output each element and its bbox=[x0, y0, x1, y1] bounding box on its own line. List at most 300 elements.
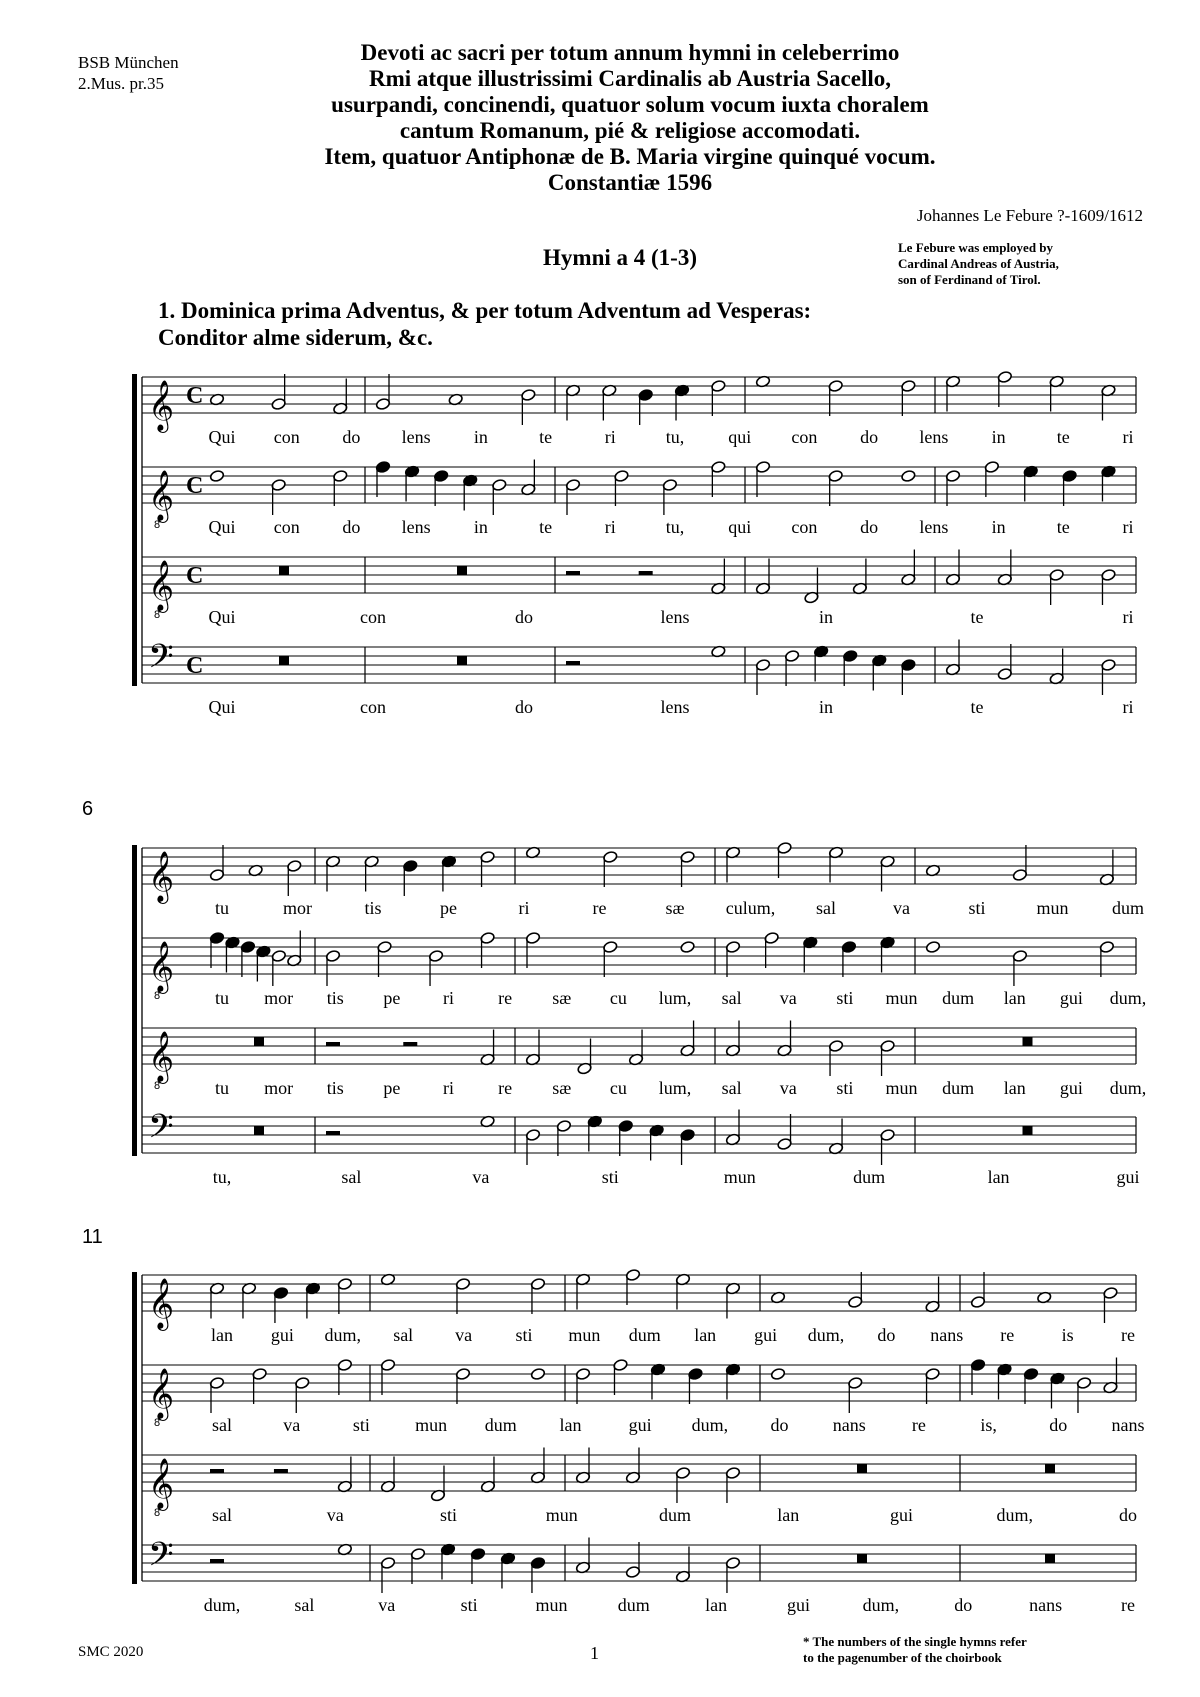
note bbox=[440, 1543, 455, 1580]
measure-number: 11 bbox=[82, 1226, 103, 1248]
note bbox=[725, 1110, 740, 1147]
note bbox=[525, 931, 540, 968]
note bbox=[271, 374, 286, 411]
lyric-syllable: do bbox=[342, 427, 361, 447]
lyric-syllable: gui bbox=[1059, 1078, 1083, 1098]
lyric-syllable: ri bbox=[1122, 607, 1134, 627]
note bbox=[997, 550, 1012, 587]
breve-rest bbox=[254, 1126, 264, 1135]
lyric-syllable: dum bbox=[628, 1325, 661, 1345]
half-rest bbox=[326, 1042, 340, 1046]
note bbox=[337, 1457, 352, 1494]
lyric-syllable: dum bbox=[942, 988, 975, 1008]
note bbox=[777, 1114, 792, 1151]
lyric-syllable: re bbox=[911, 1415, 926, 1435]
note bbox=[404, 465, 419, 502]
note bbox=[650, 1363, 665, 1400]
title-line: Rmi atque illustrissimi Cardinalis ab Austria Sacello, bbox=[368, 66, 891, 91]
note bbox=[521, 388, 536, 425]
note bbox=[209, 1282, 224, 1319]
half-rest bbox=[403, 1042, 417, 1046]
lyric-syllable: sæ bbox=[665, 898, 685, 918]
lyric-syllable: sal bbox=[341, 1167, 362, 1187]
note bbox=[530, 1367, 545, 1380]
note bbox=[764, 931, 779, 968]
lyric-syllable: dum bbox=[1111, 898, 1145, 918]
staff bbox=[142, 1108, 1140, 1187]
staff bbox=[142, 1536, 1136, 1615]
breve-rest bbox=[1023, 1037, 1033, 1046]
lyric-syllable: lum, bbox=[658, 988, 692, 1008]
note bbox=[287, 931, 302, 968]
lyric-syllable: con bbox=[273, 427, 300, 447]
note bbox=[675, 1273, 690, 1310]
hymn-heading-line: 1. Dominica prima Adventus, & per totum Adventum ad Vesperas: bbox=[158, 298, 812, 323]
lyric-syllable: lan bbox=[705, 1595, 728, 1615]
lyric-syllable: dum, bbox=[807, 1325, 845, 1345]
lyric-syllable: dum bbox=[658, 1505, 692, 1525]
note bbox=[209, 845, 224, 882]
system bbox=[82, 1226, 1145, 1615]
note bbox=[364, 855, 379, 892]
lyric-syllable: lan bbox=[559, 1415, 582, 1435]
note bbox=[725, 1363, 740, 1400]
breve-rest bbox=[1045, 1554, 1055, 1563]
lyric-syllable: qui bbox=[728, 517, 752, 537]
title-line: Item, quatuor Antiphonæ de B. Maria virgine quinqué vocum. bbox=[324, 144, 936, 169]
note bbox=[680, 940, 695, 953]
lyric-syllable: lens bbox=[660, 607, 690, 627]
note bbox=[271, 478, 286, 515]
note bbox=[295, 1376, 310, 1413]
lyric-syllable: sti bbox=[460, 1595, 478, 1615]
note bbox=[587, 1115, 602, 1152]
note bbox=[252, 1367, 267, 1404]
note bbox=[852, 559, 867, 596]
title-line: cantum Romanum, pié & religiose accomodati. bbox=[399, 118, 861, 143]
note bbox=[804, 568, 819, 605]
half-rest bbox=[639, 571, 653, 575]
note bbox=[556, 1119, 571, 1156]
lyric-syllable: mor bbox=[283, 898, 312, 918]
lyric-syllable: lens bbox=[401, 427, 431, 447]
breve-rest bbox=[457, 566, 467, 575]
lyric-syllable: re bbox=[498, 1078, 513, 1098]
lyric-syllable: qui bbox=[728, 427, 752, 447]
note bbox=[1103, 1286, 1118, 1323]
note bbox=[305, 1282, 320, 1319]
lyric-syllable: is bbox=[1061, 1325, 1074, 1345]
lyric-syllable: con bbox=[273, 517, 300, 537]
note bbox=[848, 1272, 863, 1309]
note bbox=[1101, 568, 1116, 605]
treble-clef-icon: 𝄞 bbox=[148, 560, 175, 611]
lyric-syllable: nans bbox=[930, 1325, 964, 1345]
note bbox=[638, 388, 653, 425]
lyric-syllable: ri bbox=[1122, 697, 1134, 717]
lyric-syllable: dum, bbox=[862, 1595, 900, 1615]
lyric-syllable: te bbox=[1056, 427, 1070, 447]
note bbox=[662, 478, 677, 515]
lyric-syllable: lens bbox=[919, 517, 949, 537]
lyric-syllable: cu bbox=[609, 1078, 627, 1098]
note bbox=[880, 936, 895, 973]
note bbox=[463, 474, 478, 511]
lyric-syllable: sal bbox=[212, 1505, 232, 1525]
lyric-syllable: te bbox=[539, 517, 553, 537]
time-signature: C bbox=[186, 653, 204, 679]
octave-eight: 8 bbox=[154, 1507, 161, 1519]
lyric-syllable: mor bbox=[264, 988, 294, 1008]
lyric-syllable: sal bbox=[721, 1078, 742, 1098]
note bbox=[480, 850, 495, 887]
note bbox=[711, 460, 726, 497]
note bbox=[1049, 375, 1064, 412]
system bbox=[82, 798, 1146, 1187]
note bbox=[784, 649, 799, 686]
note bbox=[625, 1268, 640, 1305]
lyric-syllable: do bbox=[860, 427, 879, 447]
breve-rest bbox=[457, 656, 467, 665]
note bbox=[380, 1556, 395, 1593]
note bbox=[575, 1538, 590, 1575]
note bbox=[625, 1542, 640, 1579]
note bbox=[530, 1448, 545, 1485]
lyric-syllable: sal bbox=[393, 1325, 414, 1345]
breve-rest bbox=[1045, 1464, 1055, 1473]
note bbox=[711, 559, 726, 596]
notehead bbox=[530, 1367, 545, 1380]
staff bbox=[142, 1448, 1137, 1526]
library-name: BSB München bbox=[78, 53, 179, 72]
lyric-syllable: mun bbox=[415, 1415, 448, 1435]
note bbox=[901, 469, 916, 482]
lyric-syllable: lan bbox=[987, 1167, 1010, 1187]
note bbox=[1101, 658, 1116, 695]
lyric-syllable: con bbox=[360, 607, 386, 627]
lyric-syllable: re bbox=[1121, 1325, 1135, 1345]
treble-clef-icon: 𝄞 bbox=[148, 1368, 175, 1419]
note bbox=[613, 1358, 628, 1395]
half-rest bbox=[566, 661, 580, 665]
treble-clef-icon: 𝄞 bbox=[148, 470, 175, 521]
notehead bbox=[770, 1367, 785, 1380]
lyric-syllable: lens bbox=[660, 697, 690, 717]
lyric-syllable: do bbox=[342, 517, 361, 537]
lyric-syllable: cu bbox=[609, 988, 627, 1008]
lyric-syllable: gui bbox=[754, 1325, 778, 1345]
time-signature: C bbox=[186, 563, 204, 589]
system-bracket bbox=[132, 845, 137, 1156]
note bbox=[603, 850, 618, 887]
lyric-syllable: dum bbox=[853, 1167, 886, 1187]
note bbox=[480, 1457, 495, 1494]
lyric-syllable: sal bbox=[816, 898, 836, 918]
note bbox=[225, 936, 240, 973]
note bbox=[337, 1277, 352, 1314]
lyric-syllable: dum, bbox=[996, 1505, 1034, 1525]
lyric-syllable: sti bbox=[515, 1325, 533, 1345]
note bbox=[997, 644, 1012, 681]
breve-rest bbox=[857, 1464, 867, 1473]
note bbox=[843, 649, 858, 686]
lyric-syllable: sal bbox=[212, 1415, 232, 1435]
note bbox=[380, 1457, 395, 1494]
footnote bbox=[803, 1634, 1027, 1666]
note bbox=[711, 379, 726, 416]
note bbox=[945, 375, 960, 412]
note bbox=[984, 460, 999, 497]
note bbox=[375, 460, 390, 497]
note bbox=[256, 945, 271, 982]
note bbox=[525, 1128, 540, 1165]
footnote-line: to the pagenumber of the choirbook bbox=[803, 1650, 1002, 1665]
lyric-syllable: tu bbox=[214, 898, 230, 918]
lyric-syllable: con bbox=[791, 517, 818, 537]
lyric-syllable: te bbox=[539, 427, 553, 447]
lyric-syllable: do bbox=[954, 1595, 973, 1615]
lyric-syllable: dum, bbox=[691, 1415, 729, 1435]
staff bbox=[142, 550, 1136, 628]
lyric-syllable: tu, bbox=[665, 517, 685, 537]
footnote-line: * The numbers of the single hymns refer bbox=[803, 1634, 1027, 1649]
note bbox=[455, 1367, 470, 1404]
note bbox=[777, 1021, 792, 1058]
breve-rest bbox=[254, 1037, 264, 1046]
note bbox=[525, 1030, 540, 1067]
half-rest bbox=[210, 1559, 224, 1563]
lyric-syllable: con bbox=[360, 697, 386, 717]
lyric-syllable: in bbox=[473, 427, 488, 447]
note bbox=[433, 469, 448, 506]
lyric-syllable: con bbox=[791, 427, 818, 447]
lyric-syllable: sti bbox=[836, 988, 854, 1008]
lyric-syllable: va bbox=[893, 898, 910, 918]
note bbox=[333, 379, 348, 416]
notehead bbox=[925, 940, 940, 953]
note-line: son of Ferdinand of Tirol. bbox=[898, 272, 1041, 287]
lyric-syllable: lan bbox=[1003, 1078, 1026, 1098]
note bbox=[273, 1286, 288, 1323]
subtitle: Hymni a 4 (1-3) bbox=[543, 245, 697, 270]
lyric-syllable: lan bbox=[1003, 988, 1026, 1008]
breve-rest bbox=[279, 566, 289, 575]
lyric-syllable: va bbox=[779, 1078, 797, 1098]
treble-clef-icon: 𝄞 bbox=[148, 941, 175, 992]
note bbox=[828, 1039, 843, 1076]
note bbox=[333, 469, 348, 506]
note bbox=[1012, 845, 1027, 882]
note bbox=[688, 1367, 703, 1404]
note bbox=[725, 1282, 740, 1319]
note bbox=[614, 469, 629, 506]
note bbox=[680, 1021, 695, 1058]
lyric-syllable: mor bbox=[264, 1078, 294, 1098]
lyric-syllable: sti bbox=[439, 1505, 458, 1525]
composer: Johannes Le Febure ?-1609/1612 bbox=[916, 206, 1143, 225]
time-signature: C bbox=[186, 473, 204, 499]
lyric-syllable: gui bbox=[889, 1505, 914, 1525]
lyric-syllable: do bbox=[877, 1325, 896, 1345]
lyric-syllable: Qui bbox=[208, 697, 236, 717]
note bbox=[725, 1556, 740, 1593]
lyric-syllable: gui bbox=[628, 1415, 652, 1435]
lyric-syllable: re bbox=[498, 988, 513, 1008]
lyric-syllable: gui bbox=[1059, 988, 1083, 1008]
note bbox=[287, 859, 302, 896]
note bbox=[997, 370, 1012, 407]
lyric-syllable: te bbox=[970, 607, 984, 627]
lyric-syllable: ri bbox=[1122, 517, 1134, 537]
lyric-syllable: tis bbox=[364, 898, 382, 918]
octave-eight: 8 bbox=[154, 1080, 161, 1092]
lyric-syllable: gui bbox=[270, 1325, 294, 1345]
half-rest bbox=[566, 571, 580, 575]
lyric-syllable: pe bbox=[383, 988, 401, 1008]
lyric-syllable: sæ bbox=[552, 1078, 572, 1098]
note bbox=[872, 654, 887, 691]
lyric-syllable: re bbox=[1000, 1325, 1015, 1345]
note bbox=[565, 384, 580, 421]
note bbox=[377, 940, 392, 977]
bass-clef-icon: 𝄢 bbox=[148, 1536, 174, 1582]
note bbox=[602, 384, 617, 421]
title-line: Devoti ac sacri per totum annum hymni in celeberrimo bbox=[360, 40, 900, 65]
lyric-syllable: dum, bbox=[324, 1325, 362, 1345]
note-line: Le Febure was employed by bbox=[898, 240, 1054, 255]
note bbox=[625, 1448, 640, 1485]
lyric-syllable: in bbox=[991, 517, 1006, 537]
footer-copyright: SMC 2020 bbox=[78, 1644, 144, 1660]
lyric-syllable: tis bbox=[326, 988, 344, 1008]
note bbox=[901, 658, 916, 695]
lyric-syllable: dum, bbox=[1109, 1078, 1147, 1098]
note bbox=[530, 1556, 545, 1593]
lyric-syllable: va bbox=[779, 988, 797, 1008]
note bbox=[680, 1128, 695, 1165]
note bbox=[680, 850, 695, 887]
note bbox=[403, 859, 418, 896]
note bbox=[725, 1466, 740, 1503]
lyric-syllable: sti bbox=[836, 1078, 854, 1098]
note bbox=[337, 1358, 352, 1395]
octave-eight: 8 bbox=[154, 609, 161, 621]
staff bbox=[142, 1021, 1146, 1099]
lyric-syllable: is, bbox=[980, 1415, 997, 1435]
note bbox=[271, 949, 286, 986]
lyric-syllable: va bbox=[326, 1505, 344, 1525]
treble-clef-icon: 𝄞 bbox=[148, 1458, 175, 1509]
note bbox=[828, 469, 843, 506]
lyric-syllable: mun bbox=[885, 988, 918, 1008]
lyric-syllable: sti bbox=[968, 898, 986, 918]
system bbox=[132, 370, 1136, 717]
lyric-syllable: lan bbox=[211, 1325, 233, 1345]
note bbox=[618, 1119, 633, 1156]
note bbox=[1049, 649, 1064, 686]
note bbox=[901, 379, 916, 416]
lyric-syllable: te bbox=[1056, 517, 1070, 537]
system-bracket bbox=[132, 374, 137, 686]
staff bbox=[142, 370, 1136, 447]
note bbox=[970, 1272, 985, 1309]
lyric-syllable: sal bbox=[721, 988, 742, 1008]
lyric-syllable: lan bbox=[694, 1325, 717, 1345]
note bbox=[1099, 940, 1114, 977]
note bbox=[925, 940, 940, 953]
lyric-syllable: va bbox=[378, 1595, 396, 1615]
note bbox=[880, 855, 895, 892]
note bbox=[1076, 1376, 1091, 1413]
time-signature: C bbox=[186, 383, 204, 409]
note bbox=[480, 1030, 495, 1067]
note bbox=[675, 1466, 690, 1503]
note bbox=[813, 645, 828, 682]
lyric-syllable: tu bbox=[214, 1078, 230, 1098]
octave-eight: 8 bbox=[154, 1417, 161, 1429]
note bbox=[1050, 1372, 1065, 1409]
octave-eight: 8 bbox=[154, 990, 161, 1002]
lyric-syllable: tu bbox=[214, 988, 230, 1008]
lyric-syllable: in bbox=[991, 427, 1006, 447]
note bbox=[410, 1547, 425, 1584]
lyric-syllable: mun bbox=[545, 1505, 578, 1525]
note bbox=[1023, 1367, 1038, 1404]
lyric-syllable: dum, bbox=[203, 1595, 241, 1615]
note bbox=[1101, 465, 1116, 502]
note bbox=[880, 1039, 895, 1076]
note bbox=[430, 1466, 445, 1503]
note bbox=[577, 1039, 592, 1076]
lyric-syllable: nans bbox=[832, 1415, 866, 1435]
lyric-syllable: gui bbox=[1116, 1167, 1140, 1187]
notehead bbox=[901, 469, 916, 482]
lyric-syllable: va bbox=[472, 1167, 490, 1187]
lyric-syllable: lum, bbox=[658, 1078, 692, 1098]
note bbox=[521, 460, 536, 497]
lyric-syllable: do bbox=[515, 697, 533, 717]
half-rest bbox=[326, 1131, 340, 1135]
lyric-syllable: pe bbox=[440, 898, 457, 918]
lyric-syllable: sti bbox=[601, 1167, 619, 1187]
note bbox=[848, 1376, 863, 1413]
note bbox=[828, 846, 843, 883]
shelfmark: 2.Mus. pr.35 bbox=[78, 74, 164, 93]
lyric-syllable: lan bbox=[777, 1505, 800, 1525]
note bbox=[945, 640, 960, 677]
note bbox=[901, 550, 916, 587]
breve-rest bbox=[1023, 1126, 1033, 1135]
lyric-syllable: sæ bbox=[552, 988, 572, 1008]
note bbox=[675, 1547, 690, 1584]
note bbox=[500, 1552, 515, 1589]
note bbox=[209, 931, 224, 968]
notehead bbox=[209, 469, 224, 482]
staff bbox=[142, 841, 1144, 918]
octave-eight: 8 bbox=[154, 519, 161, 531]
lyric-syllable: dum bbox=[484, 1415, 517, 1435]
measure-number: 6 bbox=[82, 798, 94, 820]
treble-clef-icon: 𝄞 bbox=[148, 1278, 175, 1329]
lyric-syllable: mun bbox=[568, 1325, 601, 1345]
lyric-syllable: do bbox=[1049, 1415, 1068, 1435]
title-line: usurpandi, concinendi, quatuor solum vocum iuxta choralem bbox=[331, 92, 929, 117]
note bbox=[565, 478, 580, 515]
note-line: Cardinal Andreas of Austria, bbox=[898, 256, 1059, 271]
lyric-syllable: Qui bbox=[208, 607, 236, 627]
note bbox=[674, 384, 689, 421]
note bbox=[209, 1376, 224, 1413]
